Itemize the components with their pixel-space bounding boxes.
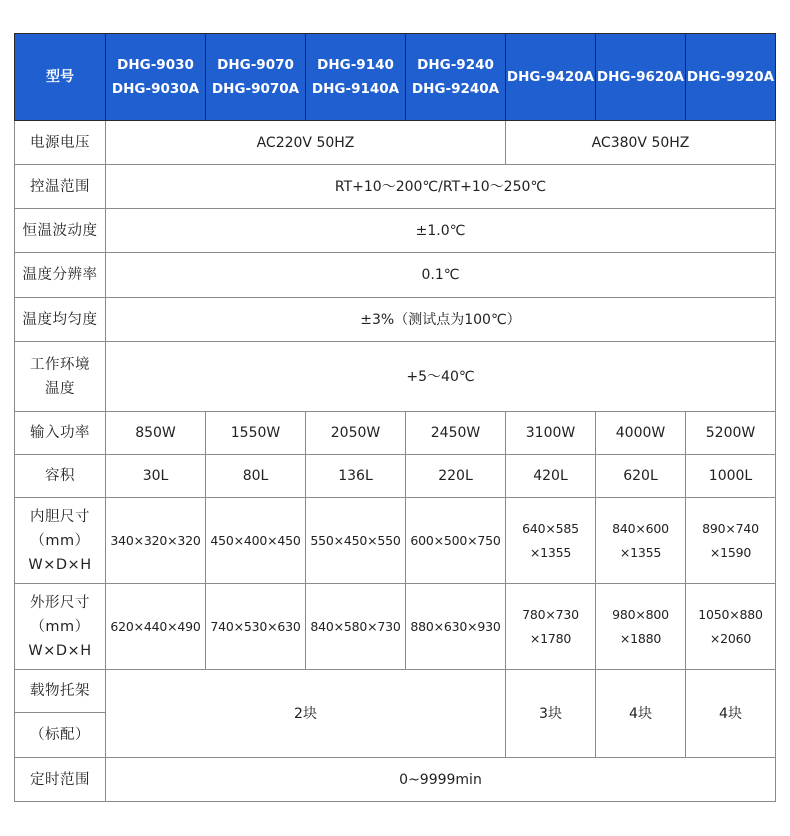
header-model: DHG-9070 DHG-9070A (206, 34, 306, 121)
outer-size-value: 1050×880 ×2060 (686, 584, 776, 670)
header-model: DHG-9030 DHG-9030A (106, 34, 206, 121)
uniformity-value: ±3%（测试点为100℃） (106, 298, 776, 342)
table-row (15, 584, 776, 670)
table-row (15, 498, 776, 584)
header-model: DHG-9240 DHG-9240A (406, 34, 506, 121)
inner-size-value: 600×500×750 (406, 498, 506, 584)
shelves-value: 4块 (596, 670, 686, 758)
spec-table (14, 33, 776, 802)
power-supply-value: AC380V 50HZ (506, 121, 776, 165)
shelves-value: 3块 (506, 670, 596, 758)
table-row (15, 455, 776, 498)
outer-size-value: 980×800 ×1880 (596, 584, 686, 670)
outer-size-value: 840×580×730 (306, 584, 406, 670)
input-power-value: 1550W (206, 412, 306, 455)
inner-size-value: 840×600 ×1355 (596, 498, 686, 584)
volume-value: 420L (506, 455, 596, 498)
inner-size-value: 450×400×450 (206, 498, 306, 584)
table-row (15, 298, 776, 342)
row-label: 电源电压 (15, 121, 106, 165)
row-label: 外形尺寸 （mm） W×D×H (15, 584, 106, 670)
shelves-value: 4块 (686, 670, 776, 758)
resolution-value: 0.1℃ (106, 253, 776, 298)
row-label: 内胆尺寸 （mm） W×D×H (15, 498, 106, 584)
fluctuation-value: ±1.0℃ (106, 209, 776, 253)
row-label: 容积 (15, 455, 106, 498)
outer-size-value: 780×730 ×1780 (506, 584, 596, 670)
inner-size-value: 890×740 ×1590 (686, 498, 776, 584)
header-model: DHG-9420A (506, 34, 596, 121)
inner-size-value: 340×320×320 (106, 498, 206, 584)
temp-range-value: RT+10～200℃/RT+10～250℃ (106, 165, 776, 209)
input-power-value: 4000W (596, 412, 686, 455)
volume-value: 80L (206, 455, 306, 498)
input-power-value: 5200W (686, 412, 776, 455)
timer-value: 0~9999min (106, 758, 776, 802)
outer-size-value: 740×530×630 (206, 584, 306, 670)
row-label: 定时范围 (15, 758, 106, 802)
input-power-value: 850W (106, 412, 206, 455)
row-label: 工作环境 温度 (15, 342, 106, 412)
table-row (15, 342, 776, 412)
input-power-value: 2450W (406, 412, 506, 455)
table-row (15, 209, 776, 253)
volume-value: 30L (106, 455, 206, 498)
volume-value: 620L (596, 455, 686, 498)
table-row (15, 670, 776, 713)
table-row (15, 412, 776, 455)
header-model-label: 型号 (15, 34, 106, 121)
row-label: （标配） (15, 713, 106, 758)
power-supply-value: AC220V 50HZ (106, 121, 506, 165)
row-label: 温度分辨率 (15, 253, 106, 298)
inner-size-value: 550×450×550 (306, 498, 406, 584)
row-label: 温度均匀度 (15, 298, 106, 342)
header-row (15, 34, 776, 121)
volume-value: 220L (406, 455, 506, 498)
volume-value: 1000L (686, 455, 776, 498)
inner-size-value: 640×585 ×1355 (506, 498, 596, 584)
ambient-value: +5～40℃ (106, 342, 776, 412)
table-row (15, 253, 776, 298)
row-label: 恒温波动度 (15, 209, 106, 253)
outer-size-value: 620×440×490 (106, 584, 206, 670)
input-power-value: 3100W (506, 412, 596, 455)
table-row (15, 165, 776, 209)
header-model: DHG-9920A (686, 34, 776, 121)
row-label: 控温范围 (15, 165, 106, 209)
volume-value: 136L (306, 455, 406, 498)
table-row (15, 121, 776, 165)
shelves-value: 2块 (106, 670, 506, 758)
row-label: 载物托架 (15, 670, 106, 713)
table-row (15, 758, 776, 802)
row-label: 输入功率 (15, 412, 106, 455)
outer-size-value: 880×630×930 (406, 584, 506, 670)
header-model: DHG-9140 DHG-9140A (306, 34, 406, 121)
header-model: DHG-9620A (596, 34, 686, 121)
input-power-value: 2050W (306, 412, 406, 455)
